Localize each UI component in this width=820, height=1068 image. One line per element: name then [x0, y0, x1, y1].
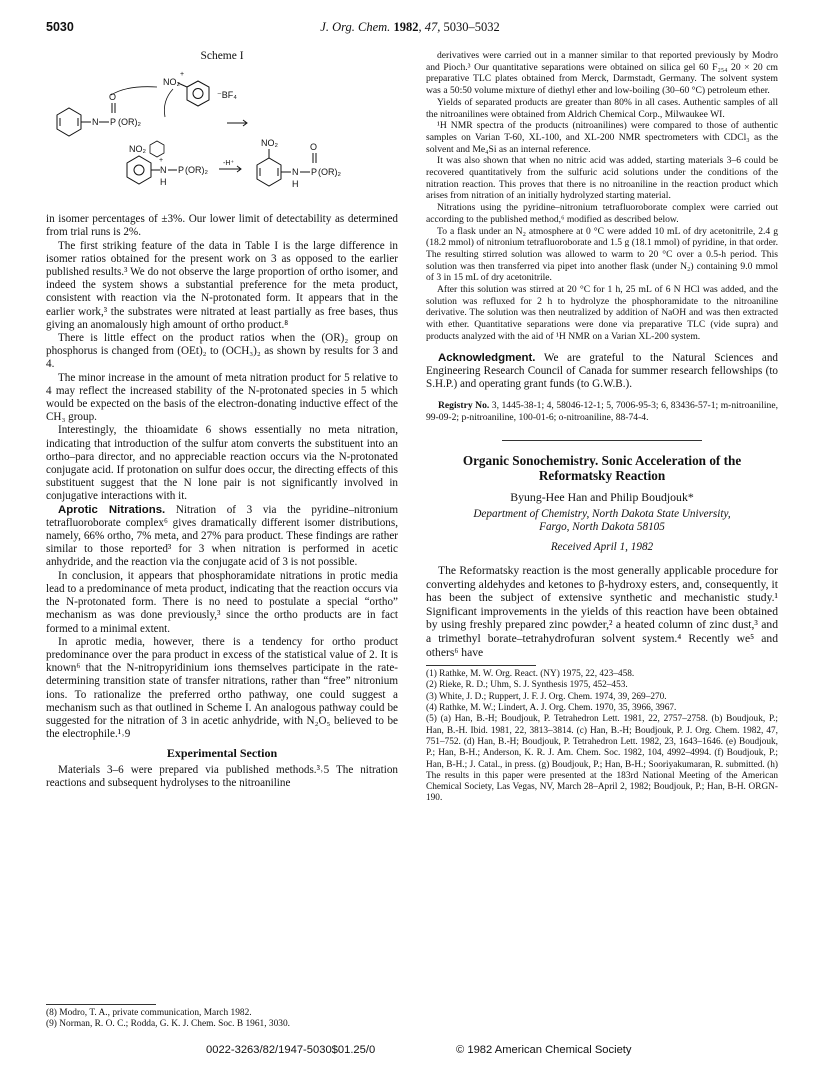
aprotic-text: Nitration of 3 via the pyridine–nitronium tetrafluoroborate complex⁶ gives dramatically different isomer distributions, namely, 66% ortho, 7% meta, and 27% para product. These findings are rather similar to those reported³ for 3 when nitration is performed in acetic anhydride, and the reaction via the conjugate acid of 3 is not possible.	[46, 503, 398, 569]
page-number: 5030	[46, 20, 74, 34]
paragraph: Interestingly, the thioamidate 6 shows essentially no meta nitration, indicating that introduction of the sulfur atom converts the substituent into an ortho–para director, and no appreciable reaction occurs via the N-protonated conjugate acid. If protonation on sulfur does occur, the directing effects of this substituent suggest that the N lone pair is not significantly involved in conjugative interactions with it.	[46, 424, 398, 503]
ortho-nitro-product	[257, 138, 341, 189]
references-rule	[426, 665, 536, 666]
label-minus-h: -H⁺	[223, 160, 235, 168]
article-references	[426, 669, 778, 805]
label-p-int: P	[178, 165, 185, 176]
journal-year: 1982	[393, 20, 419, 34]
acknowledgment-heading: Acknowledgment.	[438, 351, 536, 364]
scheme-i-diagram	[47, 65, 397, 213]
registry-numbers	[426, 400, 778, 423]
experimental-details	[426, 50, 778, 343]
article-authors: Byung-Hee Han and Philip Boudjouk*	[510, 489, 694, 504]
registry-text: 3, 1445-38-1; 4, 58046-12-1; 5, 7006-95-3; 6, 83436-57-1; m-nitroaniline, 99-09-2; p-nitroaniline, 100-01-6; o-nitroaniline, 88-74-4.	[426, 400, 778, 423]
paragraph: There is little effect on the product ratios when the (OR)₂ group on phosphorus is changed from (OEt)₂ to (OCH₃)₂ as shown by results for 3 and 4.	[46, 332, 398, 371]
footnote: (8) Modro, T. A., private communication, March 1982.	[46, 1008, 252, 1018]
experimental-heading: Experimental Section	[166, 746, 278, 761]
running-header	[46, 20, 774, 38]
label-o: O	[109, 92, 117, 103]
label-o-prod: O	[310, 142, 318, 153]
article-affiliation	[426, 508, 778, 534]
label-n-int: N	[160, 165, 167, 176]
journal-volume: 47	[424, 20, 438, 34]
footnote: (9) Norman, R. O. C.; Rodda, G. K. J. Chem. Soc. B 1961, 3030.	[46, 1019, 291, 1030]
phosphoramidate-reactant	[57, 87, 157, 136]
article-body: The Reformatsky reaction is the most generally applicable procedure for converting aldehydes and ketones to β-hydroxy esters, and, consequently, it has been the subject of extensive synthetic and mechanistic study.¹ Significant improvements in the yields of this reaction have been obtained by using freshly prepared zinc powder,² a heated column of zinc dust,³ and a trimethyl borate–tetrahydrofuran solvent system.⁴ Recently we⁵ and others⁶ have	[426, 564, 778, 659]
article-title: Organic Sonochemistry. Sonic Acceleration of the Reformatsky Reaction	[462, 452, 742, 483]
journal-citation: J. Org. Chem. 1982, 47, 5030–5032	[320, 20, 500, 34]
reference: (3) White, J. D.; Ruppert, J. F. J. Org. Chem. 1974, 39, 269–270.	[426, 691, 667, 702]
registry-heading: Registry No.	[438, 400, 490, 412]
label-or2-int: (OR)₂	[185, 165, 208, 176]
left-column	[46, 50, 398, 790]
label-bf4: ⁻BF₄	[217, 90, 237, 101]
journal-pages: 5030–5032	[443, 20, 500, 34]
label-no2-int: NO₂	[129, 144, 146, 155]
left-footnotes	[46, 1008, 398, 1031]
label-or2: (OR)₂	[118, 117, 141, 128]
intermediate-structure	[127, 141, 208, 187]
paragraph: In aprotic media, however, there is a tendency for ortho product predominance over the para product in excess of the statistical value of 2. It is known⁶ that the N-nitropyridinium ions themselves participate in the rate-determining transition state of transfer nitrations, rather than “free” nitronium ions. To rationalize the preferred ortho pathway, one could suggest a mechanism such as that outlined in Scheme I. An analogous pathway could be suggested for the nitration of 3 in acetic anhydride, with N₂O₅ believed to be the electrophile.¹˒9	[46, 635, 398, 741]
label-n: N	[92, 117, 99, 128]
paragraph: After this solution was stirred at 20 °C for 1 h, 25 mL of 6 N HCl was added, and the solution was refluxed for 2 h to hydrolyze the phosphoramidate to the nitroaniline derivative. The solution was then neutralized by addition of NaOH and was then extracted with ether. Quantitative separations were done via preparative TLC (vide supra) and products analyzed with the aid of ¹H NMR on a Varian XL-200 system.	[426, 284, 778, 342]
journal-name: J. Org. Chem.	[320, 20, 391, 34]
acknowledgment	[426, 352, 778, 392]
label-p: P	[110, 117, 117, 128]
paragraph: Yields of separated products are greater than 80% in all cases. Authentic samples of all the nitroanilines were obtained from Aldrich Chemical Corp., Milwaukee WI.	[426, 96, 778, 120]
paragraph: derivatives were carried out in a manner similar to that reported previously by Modro and Pioch.³ Our quantitative separations were obtained on silica gel 60 F₂₅₄ 20 × 20 cm preparative TLC plates obtained from Merck, Darmstadt, Germany. The solvent system was a 50:50 volume mixture of diethyl ether and low-boiling (30–60 °C) petroleum ether.	[426, 50, 778, 97]
paragraph: Nitrations using the pyridine–nitronium tetrafluoroborate complex were carried out according to the published method,⁶ modified as described below.	[426, 202, 778, 225]
paragraph: It was also shown that when no nitric acid was added, starting materials 3–6 could be recovered quantitatively from the sulfuric acid solutions under the conditions of the nitration reaction. This proves that there is no nitroaniline in the reaction product which arises from nitration of an initially hydrolyzed starting material.	[426, 155, 778, 202]
label-or2-prod: (OR)₂	[318, 167, 341, 178]
label-n-prod: N	[292, 167, 299, 178]
aprotic-heading: Aprotic Nitrations.	[58, 503, 166, 516]
label-plus: +	[180, 71, 185, 79]
label-p-prod: P	[311, 167, 318, 178]
label-h-prod: H	[292, 179, 299, 190]
affiliation-line: Department of Chemistry, North Dakota State University,	[473, 507, 731, 520]
affiliation-line: Fargo, North Dakota 58105	[539, 520, 665, 533]
paragraph: The minor increase in the amount of meta nitration product for 5 relative to 4 may reflect the increased stability of the N-protonated species in 5 which would be expected on the basis of the electron-donating inductive effect of the CH₃ group.	[46, 371, 398, 424]
label-no2-prod: NO₂	[261, 138, 278, 149]
paragraph-aprotic	[46, 504, 398, 570]
footer-copyright: © 1982 American Chemical Society	[456, 1044, 632, 1056]
paragraph: Materials 3–6 were prepared via published methods.³˒5 The nitration reactions and subsequent hydrolyses to the nitroaniline	[46, 763, 398, 789]
paragraph: ¹H NMR spectra of the products (nitroanilines) were compared to those of authentic samples on Varian T-60, XL-100, and XL-200 NMR spectrometers with CDCl₃ as the solvent and Me₄Si as an internal reference.	[426, 120, 778, 155]
reference: (5) (a) Han, B.-H; Boudjouk, P. Tetrahedron Lett. 1981, 22, 2757–2758. (b) Boudjouk, P.; Han, B.-H. Ibid. 1981, 22, 3813–3814. (c) Han, B.-H; Boudjouk, P. J. Org. Chem. 1982, 47, 751–752. (d) Han, B.-H; Boudjouk, P. Tetrahedron Lett. 1982, 23, 1643–1646. (e) Boudjouk, P.; Han, B-H.; Anderson, K. R. J. Am. Chem. Soc. 1982, 104, 4992–4994. (f) Boudjouk, P.; Han, B-H.; J. Catal., in press. (g) Boudjouk, P.; Han, B-H.; Sooriyakumaran, R. submitted. (h) The results in this paper were presented at the 183rd National Meeting of the American Chemical Society, Las Vegas, NV, March 28–April 2, 1982; Boudjouk, P.; Han, B-H. ORGN-190.	[426, 714, 778, 804]
paragraph: in isomer percentages of ±3%. Our lower limit of detectability as determined from trial runs is 2%.	[46, 213, 398, 239]
reference: (4) Rathke, M. W.; Lindert, A. J. Org. Chem. 1970, 35, 3966, 3967.	[426, 703, 677, 714]
received-date: Received April 1, 1982	[550, 540, 654, 553]
nitropyridinium-structure	[163, 71, 237, 117]
paragraph: The first striking feature of the data in Table I is the large difference in isomer ratios obtained for the present work on 3 as opposed to the earlier published results.³ We do not observe the large proportion of ortho isomer, and indeed the system shows a substantial preference for the meta product, consistent with reaction via the N-protonated form. It appears that in the earlier work,³ the substrates were nitrated at least partially as free bases, thus giving an anomalously high amount of ortho product.⁸	[46, 239, 398, 331]
acknowledgment-text: We are grateful to the Natural Sciences and Engineering Research Council of Canada for summer research fellowships (to S.H.P.) and operating grant funds (to G.W.B.).	[426, 351, 778, 390]
reference: (2) Rieke, R. D.; Uhm, S. J. Synthesis 1975, 452–453.	[426, 680, 628, 691]
label-h-int: H	[160, 177, 167, 188]
right-column	[426, 50, 778, 805]
reference: (1) Rathke, M. W. Org. React. (NY) 1975, 22, 423–458.	[426, 669, 635, 680]
footer-code: 0022-3263/82/1947-5030$01.25/0	[206, 1044, 376, 1056]
footnote-rule	[46, 1004, 156, 1005]
article-divider	[502, 440, 702, 441]
paragraph: To a flask under an N₂ atmosphere at 0 °C were added 10 mL of dry acetonitrile, 2.4 g (18.2 mmol) of nitronium tetrafluoroborate and 1.5 g (18.1 mmol) of pyridine, in that order. The resulting stirred solution was allowed to warm to 20 °C over a 0.5-h period. This solution was then transferred via pipet into another flask (under N₂) containing 9.0 mmol of 3 in 15 mL of dry acetonitrile.	[426, 225, 778, 284]
label-no2-plus: NO₂	[163, 77, 180, 88]
label-plus-int: +	[159, 157, 164, 165]
scheme-title: Scheme I	[200, 50, 244, 62]
paragraph: In conclusion, it appears that phosphoramidate nitrations in protic media lead to a predominance of meta product, indicating that the reaction occurs via the N-protonated form. There is no need to postulate a special “ortho” mechanism as was done previously,³ since the ortho products are in fact formed to a minimal extent.	[46, 569, 398, 635]
